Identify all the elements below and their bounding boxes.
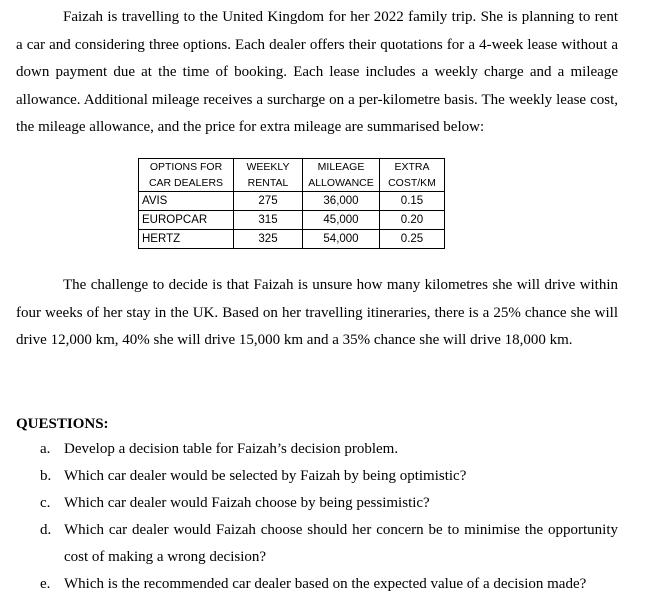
extra-cost-cell: 0.25 (380, 230, 445, 249)
dealer-cell: HERTZ (139, 230, 234, 249)
list-item (16, 517, 618, 571)
header-options-line2: CAR DEALERS (148, 177, 224, 189)
header-options (139, 159, 234, 192)
header-rental-line2: RENTAL (247, 177, 289, 189)
rental-cell: 325 (234, 230, 303, 249)
question-letter: e. (40, 576, 51, 592)
question-letter: c. (40, 495, 51, 511)
intro-text: Faizah is travelling to the United Kingdom for her 2022 family trip. She is planning to rent a car and considering three options. Each dealer offers their quotations for a 4-week lease without a down payment due at the time of booking. Each lease includes a weekly charge and a mileage allowance. Additional mileage receives a surcharge on a per-kilometre basis. The weekly lease cost, the mileage allowance, and the price for extra mileage are summarised below: (16, 9, 618, 135)
challenge-text: The challenge to decide is that Faizah is unsure how many kilometres she will drive within four weeks of her stay in the UK. Based on her travelling itineraries, there is a 25% chance she will drive 12,000 km, 40% she will drive 15,000 km and a 35% chance she will drive 18,000 km. (16, 277, 618, 348)
lease-table (138, 158, 445, 249)
question-letter: d. (40, 522, 52, 538)
header-extra-line2: COST/KM (388, 177, 436, 189)
allowance-cell: 45,000 (303, 211, 380, 230)
question-text: Which is the recommended car dealer based on the expected value of a decision made? (64, 576, 587, 592)
question-letter: a. (40, 441, 51, 457)
question-letter: b. (40, 468, 52, 484)
questions-heading: QUESTIONS: (16, 416, 109, 432)
questions-section (16, 412, 618, 598)
dealer-cell: AVIS (139, 192, 234, 211)
extra-cost-cell: 0.20 (380, 211, 445, 230)
header-mileage-line1: MILEAGE (317, 161, 365, 173)
question-text: Which car dealer would be selected by Faizah by being optimistic? (64, 468, 467, 484)
intro-paragraph (16, 4, 618, 142)
questions-list (16, 436, 618, 598)
header-rental-line1: WEEKLY (246, 161, 290, 173)
header-options-line1: OPTIONS FOR (149, 161, 223, 173)
header-extra-line1: EXTRA (394, 161, 430, 173)
challenge-section (16, 272, 618, 355)
rental-cell: 275 (234, 192, 303, 211)
dealer-cell: EUROPCAR (139, 211, 234, 230)
list-item (16, 490, 618, 517)
lease-table-container (138, 158, 445, 249)
header-mileage (303, 159, 380, 192)
header-rental (234, 159, 303, 192)
list-item (16, 436, 618, 463)
table-row (139, 192, 445, 211)
challenge-paragraph (16, 272, 618, 355)
table-header-row (139, 159, 445, 192)
question-text: Develop a decision table for Faizah’s decision problem. (64, 441, 399, 457)
question-text: Which car dealer would Faizah choose by being pessimistic? (64, 495, 430, 511)
header-extra (380, 159, 445, 192)
list-item (16, 571, 618, 598)
question-text: Which car dealer would Faizah choose should her concern be to minimise the opportunity cost of making a wrong decision? (64, 522, 618, 565)
document-body (16, 4, 618, 142)
header-mileage-line2: ALLOWANCE (308, 177, 374, 189)
table-row (139, 230, 445, 249)
table-row (139, 211, 445, 230)
extra-cost-cell: 0.15 (380, 192, 445, 211)
list-item (16, 463, 618, 490)
allowance-cell: 36,000 (303, 192, 380, 211)
allowance-cell: 54,000 (303, 230, 380, 249)
rental-cell: 315 (234, 211, 303, 230)
